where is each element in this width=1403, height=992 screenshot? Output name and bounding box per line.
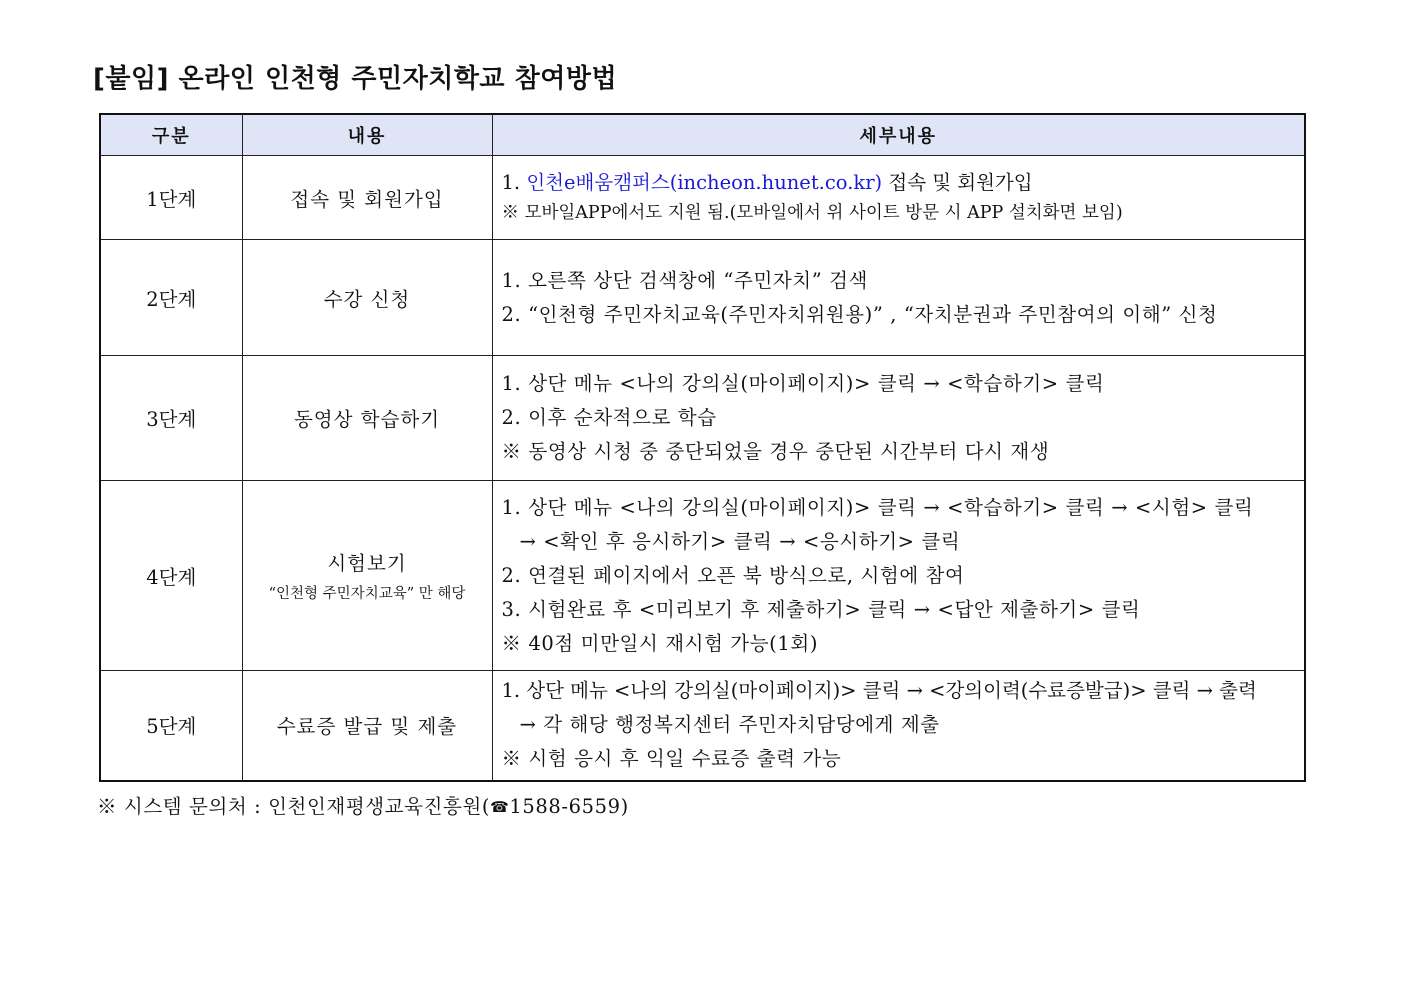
detail-line: ※ 동영상 시청 중 중단되었을 경우 중단된 시간부터 다시 재생 xyxy=(501,440,1050,463)
table-row xyxy=(100,240,1305,356)
detail-line: 2. 연결된 페이지에서 오픈 북 방식으로, 시험에 참여 xyxy=(501,563,965,587)
detail-line: → 각 해당 행정복지센터 주민자치담당에게 제출 xyxy=(519,713,940,737)
table-row xyxy=(100,156,1305,240)
step-cell: 5단계 xyxy=(100,671,242,781)
detail-note: ※ 모바일APP에서도 지원 됨.(모바일에서 위 사이트 방문 시 APP 설치화면 보임) xyxy=(501,202,1123,223)
table-header-row xyxy=(100,114,1305,156)
detail-line: 1. 오른쪽 상단 검색창에 “주민자치” 검색 xyxy=(501,268,868,292)
content-sub-note: “인천형 주민자치교육” 만 해당 xyxy=(268,586,466,602)
list-number: 1. xyxy=(501,170,521,194)
detail-line: 2. “인천형 주민자치교육(주민자치위원용)” , “자치분권과 주민참여의 이해” 신청 xyxy=(501,302,1218,326)
content-cell: 수료증 발급 및 제출 xyxy=(242,671,492,781)
header-category: 구분 xyxy=(100,114,242,156)
table-row xyxy=(100,481,1305,671)
content-cell: 수강 신청 xyxy=(242,240,492,356)
step-cell: 2단계 xyxy=(100,240,242,356)
detail-line: ※ 40점 미만일시 재시험 가능(1회) xyxy=(501,631,819,655)
footnote-text: ※ 시스템 문의처 : 인천인재평생교육진흥원( xyxy=(97,795,491,818)
detail-line: → <확인 후 응시하기> 클릭 → <응시하기> 클릭 xyxy=(519,529,961,553)
system-inquiry-note xyxy=(97,791,629,819)
table-row xyxy=(100,671,1305,781)
detail-cell xyxy=(492,481,1305,671)
step-cell: 4단계 xyxy=(100,481,242,671)
detail-line: 3. 시험완료 후 <미리보기 후 제출하기> 클릭 → <답안 제출하기> 클릭 xyxy=(501,597,1141,621)
detail-line xyxy=(502,168,1299,198)
content-cell: 접속 및 회원가입 xyxy=(242,156,492,240)
phone-icon: ☎ xyxy=(490,798,510,816)
detail-cell xyxy=(492,156,1305,240)
participation-method-table xyxy=(99,113,1306,782)
detail-text: 접속 및 회원가입 xyxy=(882,170,1033,194)
detail-line: ※ 시험 응시 후 익일 수료증 출력 가능 xyxy=(501,747,842,771)
detail-line: 1. 상단 메뉴 <나의 강의실(마이페이지)> 클릭 → <학습하기> 클릭 → <시험> 클릭 xyxy=(501,495,1254,519)
step-cell: 1단계 xyxy=(100,156,242,240)
header-content: 내용 xyxy=(242,114,492,156)
footnote-phone: 1588-6559) xyxy=(509,795,629,818)
detail-line: 1. 상단 메뉴 <나의 강의실(마이페이지)> 클릭 → <강의이력(수료증발급)> 클릭 → 출력 xyxy=(501,679,1257,703)
table-row xyxy=(100,356,1305,481)
detail-line: 1. 상단 메뉴 <나의 강의실(마이페이지)> 클릭 → <학습하기> 클릭 xyxy=(501,372,1105,395)
detail-cell xyxy=(492,671,1305,781)
detail-line: 2. 이후 순차적으로 학습 xyxy=(501,406,717,429)
detail-cell xyxy=(492,356,1305,481)
content-cell: 동영상 학습하기 xyxy=(242,356,492,481)
content-label: 시험보기 xyxy=(327,552,407,575)
step-cell: 3단계 xyxy=(100,356,242,481)
page-title: [붙임] 온라인 인천형 주민자치학교 참여방법 xyxy=(93,64,618,94)
header-details: 세부내용 xyxy=(492,114,1305,156)
campus-site-link[interactable]: 인천e배움캠퍼스(incheon.hunet.co.kr) xyxy=(526,170,883,194)
content-cell xyxy=(242,481,492,671)
detail-cell xyxy=(492,240,1305,356)
